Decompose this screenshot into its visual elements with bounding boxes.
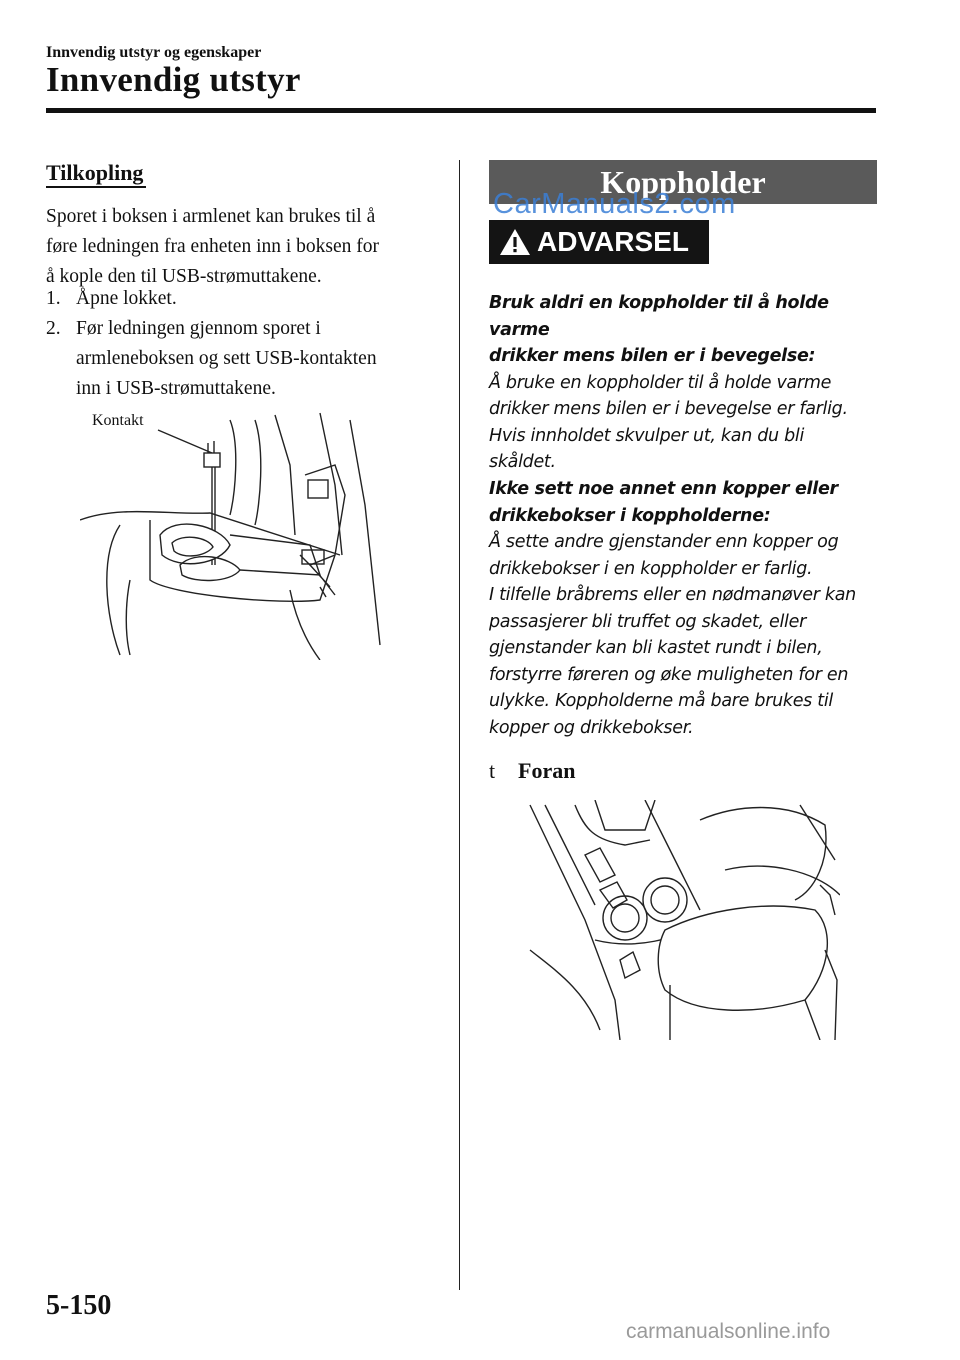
figure-label-kontakt: Kontakt — [92, 412, 144, 429]
warning-body-line: gjenstander kan bli kastet rundt i bilen, — [489, 638, 823, 658]
warning-item — [489, 290, 879, 476]
warning-body-line: drikkebokser i en koppholder er farlig. — [489, 558, 813, 579]
paragraph-line: føre ledningen fra enheten inn i boksen for — [46, 236, 380, 257]
warning-body-line: drikker mens bilen er i bevegelse er farlig. — [489, 399, 848, 419]
section-banner-koppholder: Koppholder — [489, 160, 877, 204]
warning-body-line: kopper og drikkebokser. — [489, 717, 694, 738]
warning-body-line: passasjerer bli truffet og skadet, eller — [489, 611, 806, 632]
warning-body-line: ulykke. Koppholderne må bare brukes til — [489, 691, 833, 711]
warning-body-line: forstyrre føreren og øke muligheten for en — [489, 664, 849, 685]
warning-heading-line: Bruk aldri en koppholder til å holde varme — [489, 293, 829, 340]
step-number: 1. — [46, 288, 61, 309]
warning-heading-line: drikker mens bilen er i bevegelse: — [489, 346, 816, 366]
steps-list — [46, 284, 446, 404]
heading-underline — [46, 186, 146, 188]
step-line: Før ledningen gjennom sporet i — [76, 318, 321, 339]
watermark-carmanualsonline: carmanualsonline.info — [626, 1320, 831, 1343]
warning-body — [489, 370, 879, 476]
front-cupholder-illustration — [525, 800, 840, 1040]
warning-body-line: Hvis innholdet skvulper ut, kan du bli — [489, 425, 805, 446]
warning-heading — [489, 290, 879, 370]
step-line: inn i USB-strømuttakene. — [76, 378, 276, 399]
warning-body-line: skåldet. — [489, 452, 556, 472]
step-line: armleneboksen og sett USB-kontakten — [76, 348, 377, 369]
warning-heading — [489, 476, 879, 529]
intro-paragraph — [46, 202, 446, 292]
warning-body-line: Å bruke en koppholder til å holde varme — [489, 372, 832, 393]
step-item — [46, 284, 446, 314]
warning-body-line: Å sette andre gjenstander enn kopper og — [489, 532, 839, 552]
warning-heading-line: Ikke sett noe annet enn kopper eller — [489, 479, 838, 499]
warning-heading-line: drikkebokser i koppholderne: — [489, 505, 771, 526]
title-rule — [46, 108, 876, 113]
subsection-heading-foran — [489, 758, 575, 784]
warning-body-line: I tilfelle bråbrems eller en nødmanøver kan — [489, 585, 856, 605]
running-head: Innvendig utstyr og egenskaper — [46, 44, 262, 61]
watermark-carmanuals2: CarManuals2.com — [493, 188, 736, 220]
step-line: Åpne lokket. — [76, 288, 177, 309]
step-text — [76, 284, 446, 314]
subsection-label: Foran — [518, 758, 576, 783]
warning-body — [489, 529, 879, 741]
warning-item — [489, 476, 879, 741]
armrest-usb-illustration — [80, 405, 400, 660]
warning-label: ADVARSEL — [537, 226, 689, 257]
paragraph-line: å kople den til USB-strømuttakene. — [46, 266, 322, 287]
column-divider — [459, 160, 460, 1290]
step-text — [76, 314, 446, 404]
page-number: 5-150 — [46, 1290, 112, 1321]
warning-badge — [489, 220, 709, 264]
page-title: Innvendig utstyr — [46, 60, 301, 99]
warning-triangle-icon — [499, 228, 531, 256]
step-item — [46, 314, 446, 404]
section-heading-tilkopling: Tilkopling — [46, 160, 144, 185]
paragraph-line: Sporet i boksen i armlenet kan brukes til å — [46, 206, 376, 227]
subsection-bullet: t — [489, 758, 496, 783]
step-number: 2. — [46, 318, 61, 339]
